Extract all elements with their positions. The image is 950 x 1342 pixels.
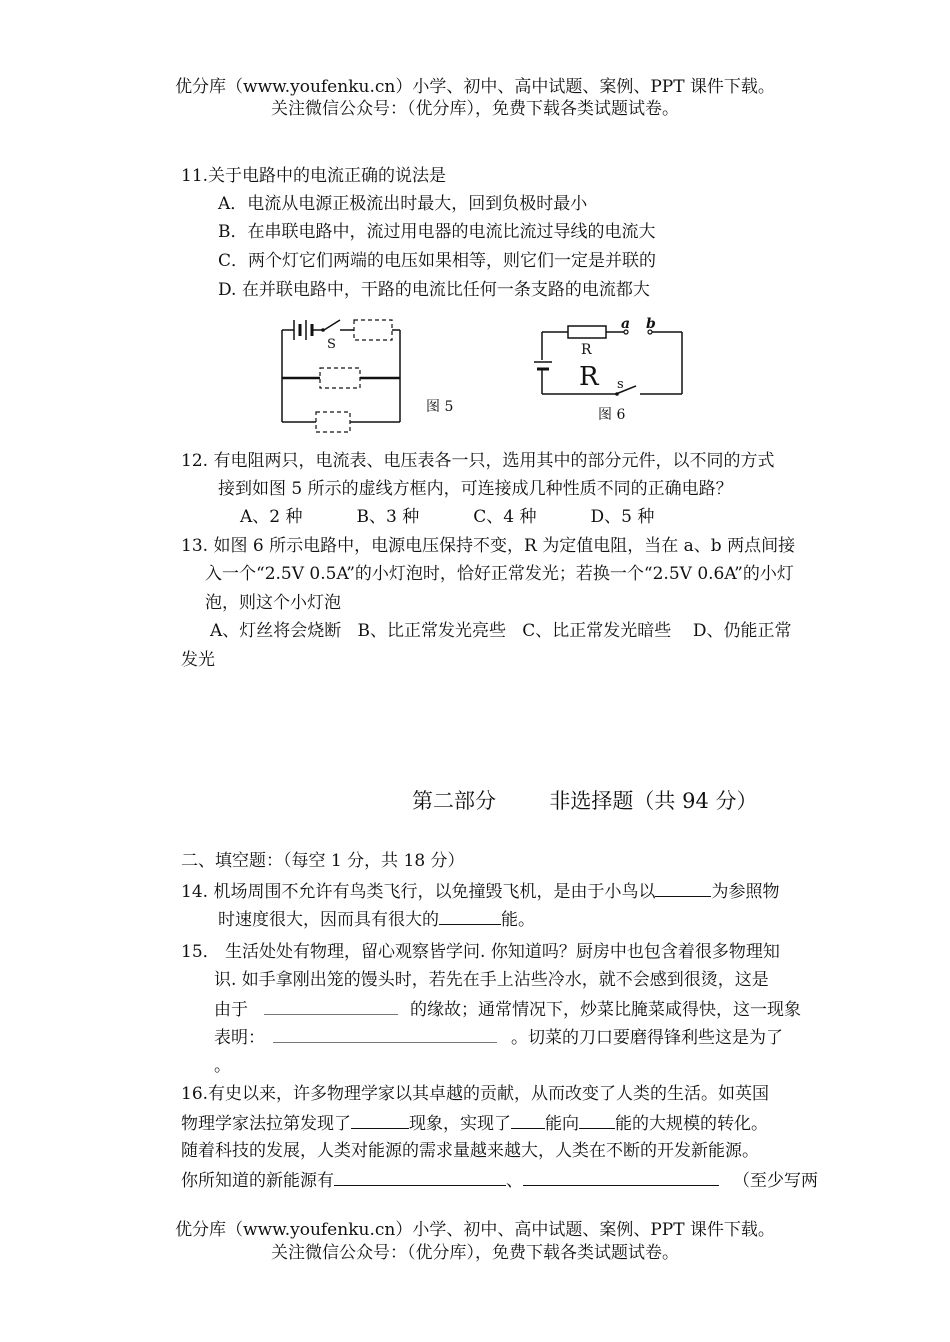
- q14-text-2a: 时速度很大，因而具有很大的: [218, 910, 439, 930]
- q16-blank-5[interactable]: [523, 1169, 719, 1186]
- footer-line-1: 优分库（www.youfenku.cn）小学、初中、高中试题、案例、PPT 课件下载。: [175, 1220, 775, 1240]
- figure-6-resistor-label: R: [581, 342, 592, 358]
- figure-5-label: 图 5: [426, 399, 454, 415]
- q15-blank-1[interactable]: [264, 998, 398, 1015]
- q14-blank-1[interactable]: [655, 880, 711, 897]
- q13-line-3: 泡，则这个小灯泡: [205, 593, 341, 613]
- q12-line-2: 接到如图 5 所示的虚线方框内，可连接成几种性质不同的正确电路？: [218, 479, 733, 499]
- q15-text-3a: 由于: [214, 1000, 248, 1020]
- header-line-2: 关注微信公众号：（优分库），免费下载各类试题试卷。: [271, 99, 679, 119]
- q16-blank-3[interactable]: [579, 1112, 615, 1129]
- q14-line-2: [218, 908, 535, 931]
- q15-text-4b: 。切菜的刀口要磨得锋利些这是为了: [511, 1028, 783, 1048]
- figure-6-circuit: [528, 312, 688, 404]
- q11-option-a: A．电流从电源正极流出时最大，回到负极时最小: [218, 194, 588, 214]
- q13-options: A、灯丝将会烧断 B、比正常发光亮些 C、比正常发光暗些 D、仍能正常: [210, 621, 792, 641]
- q16-text-4b: 、: [506, 1171, 523, 1191]
- q14-text-2b: 能。: [501, 910, 535, 930]
- header-line-1: 优分库（www.youfenku.cn）小学、初中、高中试题、案例、PPT 课件下载。: [175, 77, 775, 97]
- q15-line-3: [214, 998, 801, 1021]
- q16-line-4: [181, 1169, 818, 1192]
- q16-blank-1[interactable]: [351, 1112, 409, 1129]
- q16-text-2c: 能向: [545, 1114, 579, 1134]
- q14-text-1a: 14. 机场周围不允许有鸟类飞行，以免撞毁飞机，是由于小鸟以: [181, 882, 656, 902]
- figure-5-circuit: [270, 312, 420, 440]
- section-2-title: 二、填空题：（每空 1 分，共 18 分）: [181, 851, 465, 871]
- part-2-title: 第二部分 非选择题（共 94 分）: [412, 789, 758, 813]
- q16-text-2b: 现象，实现了: [409, 1114, 511, 1134]
- q15-line-1: 15． 生活处处有物理，留心观察皆学问. 你知道吗？厨房中也包含着很多物理知: [181, 942, 780, 962]
- q16-text-2d: 能的大规模的转化。: [615, 1114, 768, 1134]
- q16-text-4a: 你所知道的新能源有: [181, 1171, 334, 1191]
- q15-line-2: 识. 如手拿刚出笼的馒头时，若先在手上沾些冷水，就不会感到很烫，这是: [214, 970, 769, 990]
- q16-line-2: [181, 1112, 768, 1135]
- footer-line-2: 关注微信公众号：（优分库），免费下载各类试题试卷。: [271, 1243, 679, 1263]
- figure-6-resistor-big-label: R: [579, 362, 599, 392]
- q16-text-4c: （至少写两: [733, 1171, 818, 1191]
- q11-option-b: B．在串联电路中，流过用电器的电流比流过导线的电流大: [218, 222, 656, 242]
- q15-blank-2[interactable]: [273, 1026, 497, 1043]
- figure-5-switch-label: S: [327, 337, 336, 352]
- q13-line-1: 13. 如图 6 所示电路中，电源电压保持不变，R 为定值电阻，当在 a、b 两点间接: [181, 536, 796, 556]
- q16-line-1: 16.有史以来，许多物理学家以其卓越的贡献，从而改变了人类的生活。如英国: [181, 1084, 770, 1104]
- q15-text-3b: 的缘故；通常情况下，炒菜比腌菜咸得快，这一现象: [410, 1000, 801, 1020]
- q16-blank-2[interactable]: [511, 1112, 545, 1129]
- q15-text-4a: 表明：: [214, 1028, 265, 1048]
- q11-option-c: C．两个灯它们两端的电压如果相等，则它们一定是并联的: [218, 251, 657, 271]
- figure-6-point-b: b: [646, 316, 656, 332]
- q16-text-2a: 物理学家法拉第发现了: [181, 1114, 351, 1134]
- q12-line-1: 12. 有电阻两只，电流表、电压表各一只，选用其中的部分元件，以不同的方式: [181, 451, 775, 471]
- figure-6-label: 图 6: [598, 407, 626, 423]
- q12-options: A、2 种 B、3 种 C、4 种 D、5 种: [240, 507, 655, 527]
- q11-stem: 11.关于电路中的电流正确的说法是: [181, 166, 447, 186]
- q13-line-2: 入一个“2.5V 0.5A”的小灯泡时，恰好正常发光；若换一个“2.5V 0.6A”的小灯: [205, 564, 794, 584]
- q14-blank-2[interactable]: [439, 908, 501, 925]
- figure-6-point-a: a: [621, 316, 631, 332]
- q11-option-d: D. 在并联电路中，干路的电流比任何一条支路的电流都大: [218, 280, 650, 300]
- q16-blank-4[interactable]: [334, 1169, 506, 1186]
- q15-line-5: 。: [214, 1056, 231, 1076]
- figure-6-switch-label: s: [617, 377, 624, 392]
- q16-line-3: 随着科技的发展，人类对能源的需求量越来越大，人类在不断的开发新能源。: [181, 1141, 759, 1161]
- q13-line-5: 发光: [181, 650, 215, 670]
- q14-line-1: [181, 880, 779, 903]
- q14-text-1b: 为参照物: [711, 882, 780, 902]
- q15-line-4: [214, 1026, 783, 1049]
